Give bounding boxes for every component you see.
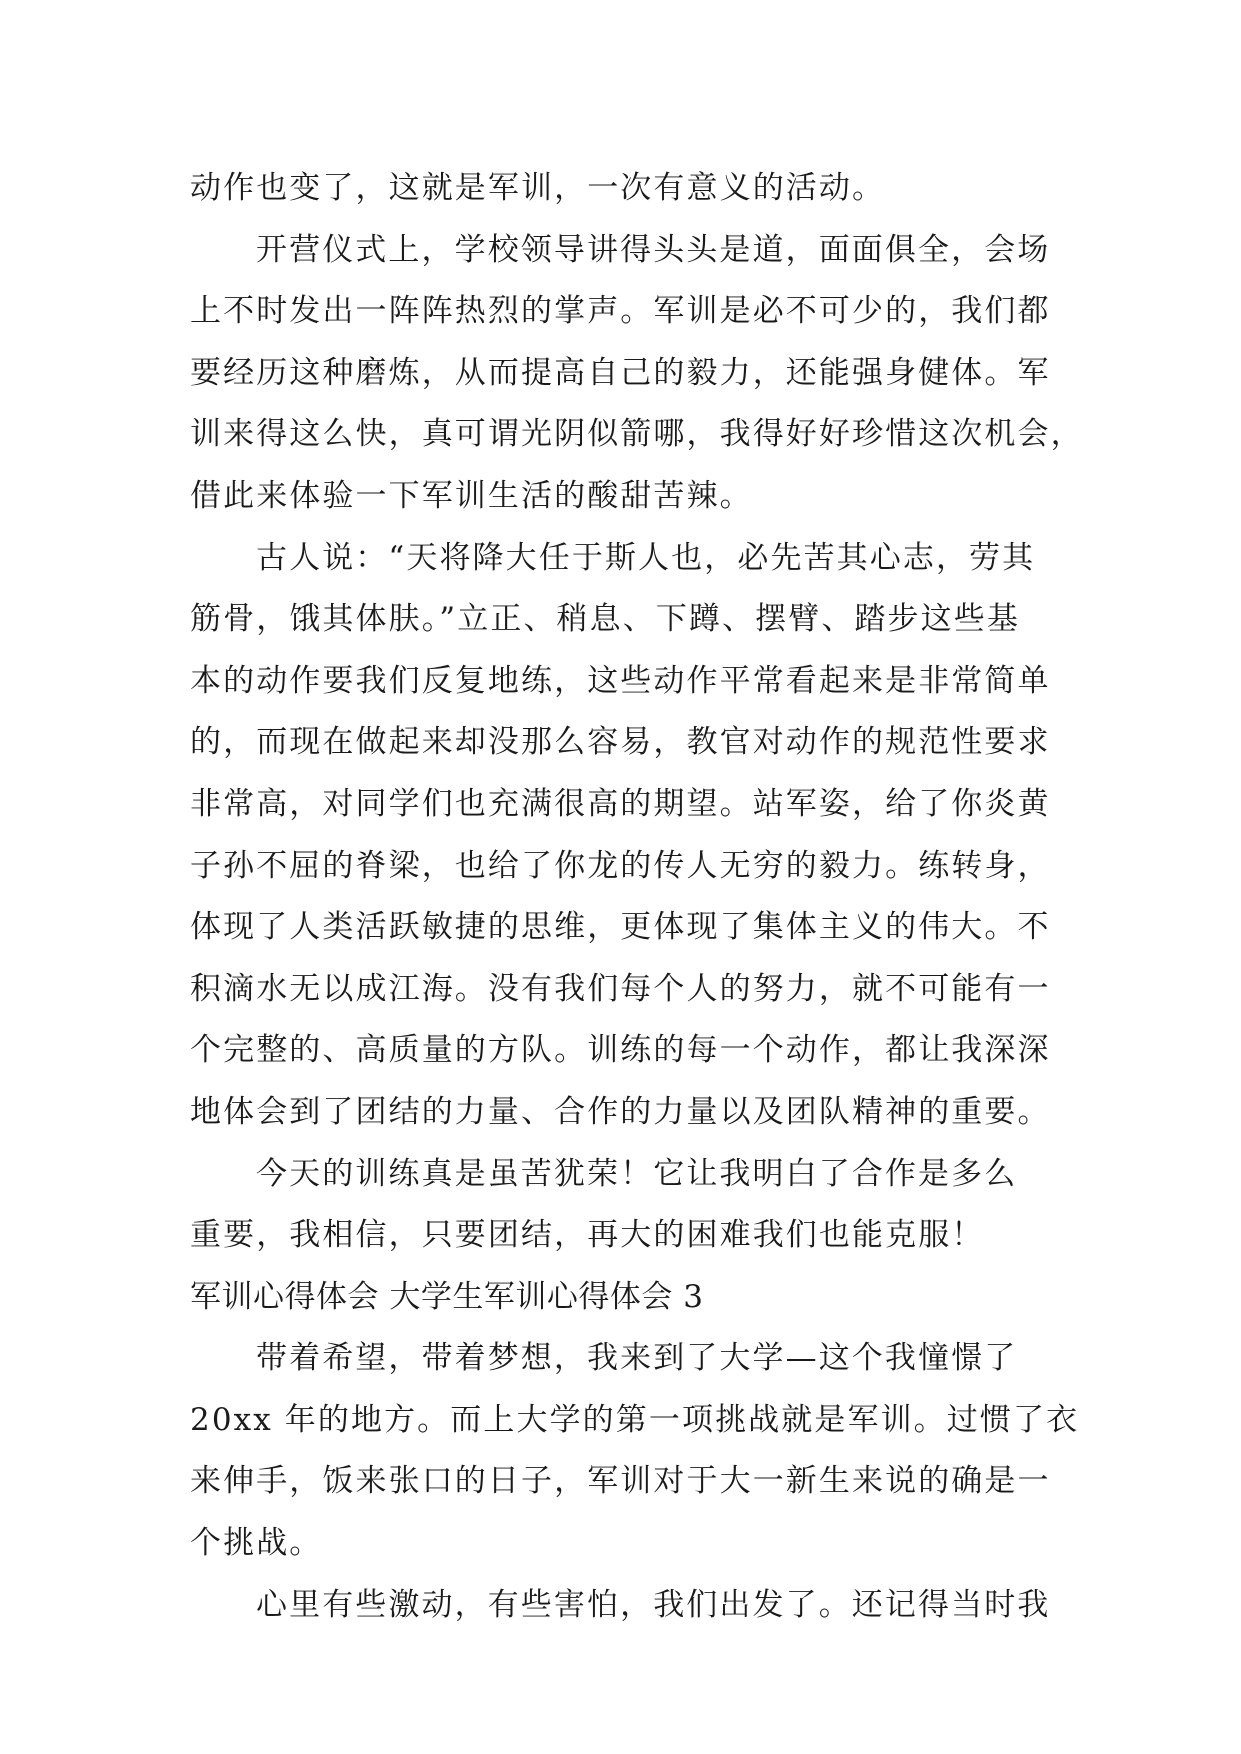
text-line: 带着希望，带着梦想，我来到了大学—这个我憧憬了 (256, 1340, 1018, 1377)
text-line: 训来得这么快，真可谓光阴似箭哪，我得好好珍惜这次机会， (190, 416, 1084, 453)
text-line: 筋骨，饿其体肤。”立正、稍息、下蹲、摆臂、踏步这些基 (190, 601, 1020, 638)
text-line: 地体会到了团结的力量、合作的力量以及团队精神的重要。 (190, 1093, 1051, 1130)
document-body (190, 158, 1084, 1636)
text-line: 来伸手，饭来张口的日子，军训对于大一新生来说的确是一 (190, 1463, 1051, 1500)
text-line: 心里有些激动，有些害怕，我们出发了。还记得当时我 (256, 1586, 1051, 1623)
section-heading: 军训心得体会 大学生军训心得体会 3 (190, 1278, 704, 1315)
text-line: 个挑战。 (190, 1525, 323, 1562)
text-line: 20xx 年的地方。而上大学的第一项挑战就是军训。过惯了衣 (190, 1401, 1080, 1438)
text-line: 重要，我相信，只要团结，再大的困难我们也能克服！ (190, 1217, 985, 1254)
text-line: 积滴水无以成江海。没有我们每个人的努力，就不可能有一 (190, 970, 1051, 1007)
text-line: 古人说：“天将降大任于斯人也，必先苦其心志，劳其 (256, 539, 1036, 576)
text-line: 动作也变了，这就是军训，一次有意义的活动。 (190, 170, 886, 206)
text-line: 体现了人类活跃敏捷的思维，更体现了集体主义的伟大。不 (190, 909, 1051, 946)
text-line: 上不时发出一阵阵热烈的掌声。军训是必不可少的，我们都 (190, 293, 1051, 330)
text-line: 今天的训练真是虽苦犹荣！它让我明白了合作是多么 (256, 1155, 1018, 1192)
text-line: 开营仪式上，学校领导讲得头头是道，面面俱全，会场 (256, 231, 1051, 268)
text-line: 本的动作要我们反复地练，这些动作平常看起来是非常简单 (190, 662, 1051, 699)
text-line: 个完整的、高质量的方队。训练的每一个动作，都让我深深 (190, 1032, 1051, 1069)
text-line: 要经历这种磨炼，从而提高自己的毅力，还能强身健体。军 (190, 354, 1051, 391)
text-line: 借此来体验一下军训生活的酸甜苦辣。 (190, 477, 753, 514)
text-line: 的，而现在做起来却没那么容易，教官对动作的规范性要求 (190, 724, 1051, 761)
text-line: 子孙不屈的脊梁，也给了你龙的传人无穷的毅力。练转身， (190, 847, 1051, 884)
text-line: 非常高，对同学们也充满很高的期望。站军姿，给了你炎黄 (190, 785, 1051, 822)
